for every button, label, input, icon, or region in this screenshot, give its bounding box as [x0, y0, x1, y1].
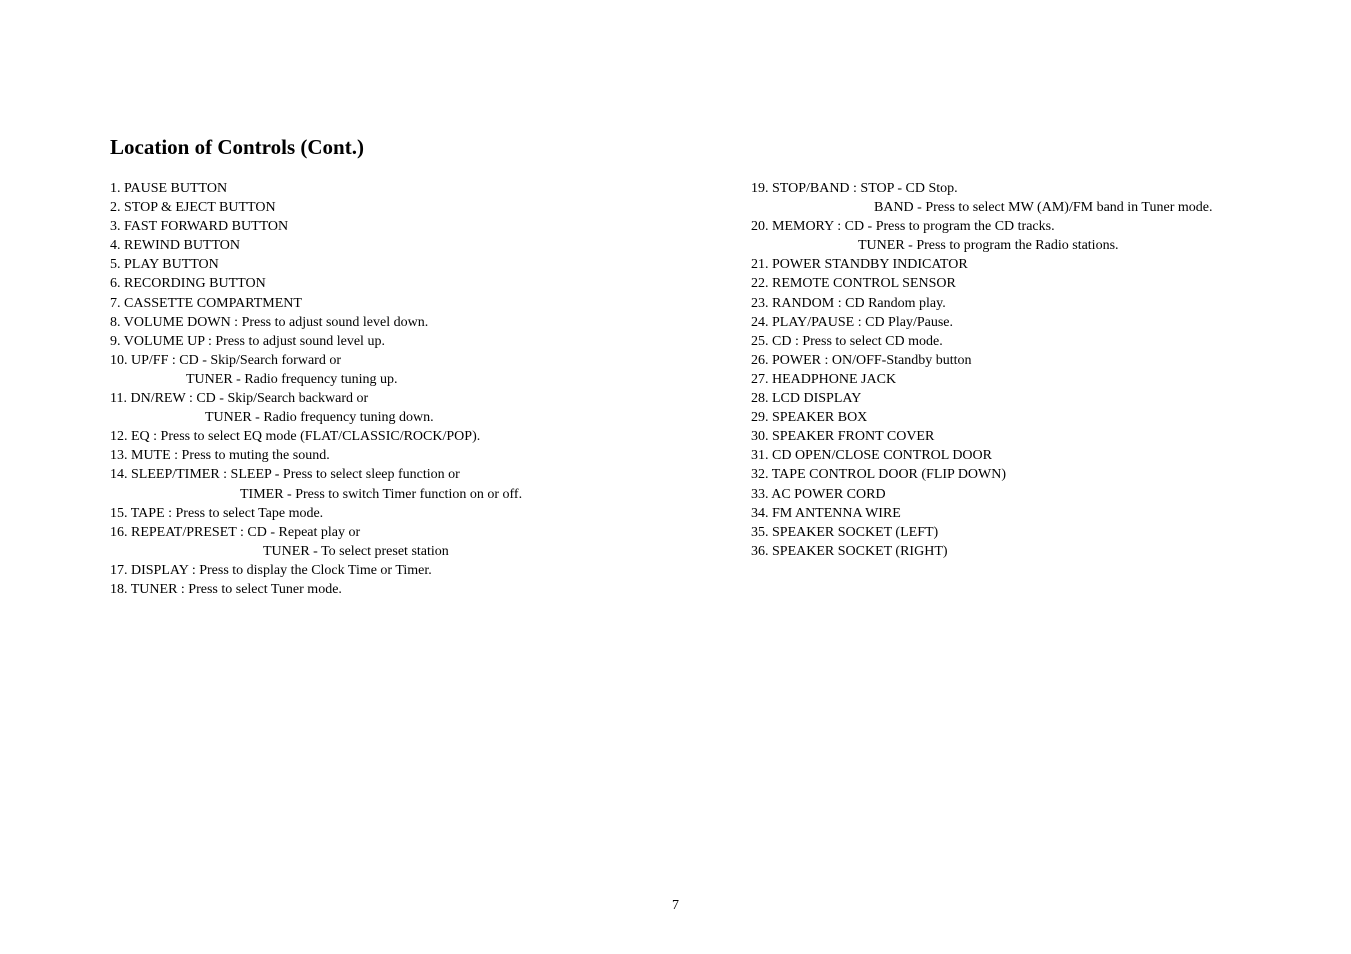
- list-item: 17. DISPLAY : Press to display the Clock Time or Timer.: [110, 562, 432, 578]
- list-item: 33. AC POWER CORD: [751, 486, 886, 502]
- list-item-continuation: TIMER - Press to switch Timer function on or off.: [240, 486, 523, 502]
- list-item: 9. VOLUME UP : Press to adjust sound level up.: [110, 333, 385, 349]
- list-item: 1. PAUSE BUTTON: [110, 181, 228, 196]
- list-item: 16. REPEAT/PRESET : CD - Repeat play or: [110, 524, 361, 540]
- list-item-continuation: TUNER - Press to program the Radio stations.: [858, 238, 1119, 254]
- list-item: 30. SPEAKER FRONT COVER: [751, 429, 935, 445]
- list-item-continuation: TUNER - To select preset station: [263, 543, 449, 559]
- page-title: Location of Controls (Cont.): [110, 135, 364, 159]
- list-item: 5. PLAY BUTTON: [110, 257, 219, 273]
- list-item: 4. REWIND BUTTON: [110, 238, 241, 254]
- list-item: 27. HEADPHONE JACK: [751, 371, 897, 387]
- list-item: 32. TAPE CONTROL DOOR (FLIP DOWN): [751, 467, 1007, 483]
- list-item: 25. CD : Press to select CD mode.: [751, 333, 943, 349]
- list-item: 29. SPEAKER BOX: [751, 410, 868, 426]
- list-item: 11. DN/REW : CD - Skip/Search backward or: [110, 391, 369, 407]
- list-item: 34. FM ANTENNA WIRE: [751, 505, 901, 521]
- list-item: 7. CASSETTE COMPARTMENT: [110, 295, 302, 311]
- list-item-continuation: TUNER - Radio frequency tuning down.: [205, 410, 434, 426]
- list-item: 24. PLAY/PAUSE : CD Play/Pause.: [751, 314, 954, 330]
- list-item: 23. RANDOM : CD Random play.: [751, 295, 946, 311]
- list-item: 36. SPEAKER SOCKET (RIGHT): [751, 543, 948, 559]
- list-item: 28. LCD DISPLAY: [751, 391, 862, 407]
- list-item: 35. SPEAKER SOCKET (LEFT): [751, 524, 939, 540]
- list-item: 15. TAPE : Press to select Tape mode.: [110, 505, 324, 521]
- list-item: 21. POWER STANDBY INDICATOR: [751, 257, 968, 273]
- list-item-continuation: TUNER - Radio frequency tuning up.: [186, 371, 398, 387]
- list-item-continuation: BAND - Press to select MW (AM)/FM band in Tuner mode.: [874, 200, 1213, 216]
- list-item: 12. EQ : Press to select EQ mode (FLAT/CLASSIC/ROCK/POP).: [110, 429, 481, 445]
- controls-list-right: [751, 179, 1311, 561]
- list-item: 22. REMOTE CONTROL SENSOR: [751, 276, 956, 292]
- list-item: 31. CD OPEN/CLOSE CONTROL DOOR: [751, 448, 992, 464]
- list-item: 10. UP/FF : CD - Skip/Search forward or: [110, 352, 341, 368]
- list-item: 19. STOP/BAND : STOP - CD Stop.: [751, 181, 958, 196]
- list-item: 3. FAST FORWARD BUTTON: [110, 219, 289, 235]
- list-item: 2. STOP & EJECT BUTTON: [110, 200, 276, 216]
- page-number: 7: [672, 898, 679, 913]
- list-item: 6. RECORDING BUTTON: [110, 276, 266, 292]
- list-item: 26. POWER : ON/OFF-Standby button: [751, 352, 972, 368]
- list-item: 14. SLEEP/TIMER : SLEEP - Press to select sleep function or: [110, 467, 460, 483]
- list-item: 20. MEMORY : CD - Press to program the CD tracks.: [751, 219, 1055, 235]
- controls-list-left: [110, 179, 710, 599]
- list-item: 18. TUNER : Press to select Tuner mode.: [110, 581, 342, 597]
- list-item: 13. MUTE : Press to muting the sound.: [110, 448, 330, 464]
- list-item: 8. VOLUME DOWN : Press to adjust sound level down.: [110, 314, 429, 330]
